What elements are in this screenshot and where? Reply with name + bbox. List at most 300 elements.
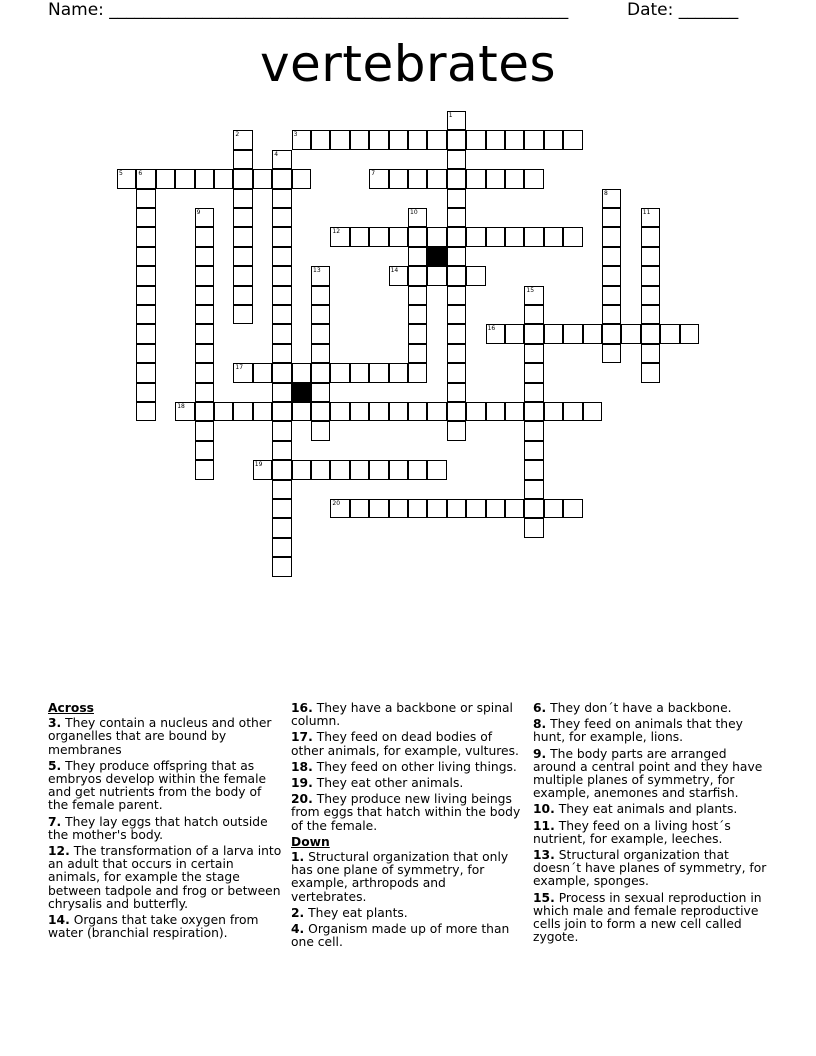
grid-cell[interactable] bbox=[369, 227, 388, 246]
grid-cell[interactable] bbox=[447, 266, 466, 285]
grid-cell[interactable] bbox=[563, 402, 582, 421]
grid-cell[interactable] bbox=[447, 286, 466, 305]
clue-text: They produce offspring that as embryos develop within the female and get nutrients from the body of the female parent. bbox=[48, 758, 267, 813]
name-field-label[interactable]: Name: ______________________________________________________ bbox=[48, 0, 569, 20]
grid-cell[interactable] bbox=[389, 169, 408, 188]
grid-cell[interactable] bbox=[505, 324, 524, 343]
grid-cell[interactable] bbox=[233, 130, 252, 149]
clue-number-label: 4. bbox=[291, 922, 305, 937]
grid-cell[interactable] bbox=[369, 130, 388, 149]
clue-number-label: 14. bbox=[48, 913, 70, 928]
grid-cell[interactable] bbox=[544, 499, 563, 518]
grid-cell[interactable] bbox=[641, 208, 660, 227]
clue-number-label: 17. bbox=[291, 730, 313, 745]
grid-cell[interactable] bbox=[233, 189, 252, 208]
clue-number-label: 8. bbox=[533, 717, 547, 732]
clue-text: They eat animals and plants. bbox=[554, 802, 738, 817]
grid-cell[interactable] bbox=[272, 266, 291, 285]
clue-item bbox=[291, 702, 523, 728]
grid-cell[interactable] bbox=[350, 402, 369, 421]
grid-cell[interactable] bbox=[311, 383, 330, 402]
grid-cell[interactable] bbox=[408, 324, 427, 343]
grid-cell[interactable] bbox=[544, 402, 563, 421]
clue-item bbox=[48, 717, 284, 757]
clue-number-label: 3. bbox=[48, 716, 62, 731]
grid-cell[interactable] bbox=[272, 557, 291, 576]
grid-cell[interactable] bbox=[233, 305, 252, 324]
grid-cell[interactable] bbox=[447, 324, 466, 343]
clue-number: 10 bbox=[410, 209, 418, 216]
grid-cell[interactable] bbox=[350, 460, 369, 479]
grid-cell[interactable] bbox=[272, 441, 291, 460]
grid-cell[interactable] bbox=[136, 286, 155, 305]
clue-item bbox=[291, 851, 523, 904]
grid-cell[interactable] bbox=[330, 460, 349, 479]
grid-cell[interactable] bbox=[136, 344, 155, 363]
grid-cell[interactable] bbox=[602, 208, 621, 227]
clue-number: 17 bbox=[235, 364, 244, 372]
grid-cell[interactable] bbox=[117, 169, 136, 188]
header bbox=[48, 0, 748, 20]
grid-cell[interactable] bbox=[195, 247, 214, 266]
grid-cell[interactable] bbox=[195, 441, 214, 460]
grid-cell[interactable] bbox=[369, 363, 388, 382]
grid-cell[interactable] bbox=[544, 324, 563, 343]
grid-cell[interactable] bbox=[524, 460, 543, 479]
grid-cell[interactable] bbox=[524, 227, 543, 246]
grid-cell[interactable] bbox=[369, 169, 388, 188]
grid-cell[interactable] bbox=[466, 130, 485, 149]
grid-cell[interactable] bbox=[311, 421, 330, 440]
grid-cell[interactable] bbox=[272, 344, 291, 363]
grid-cell[interactable] bbox=[175, 402, 194, 421]
grid-cell[interactable] bbox=[272, 421, 291, 440]
grid-cell[interactable] bbox=[311, 266, 330, 285]
clue-number: 3 bbox=[293, 131, 298, 139]
grid-cell[interactable] bbox=[660, 324, 679, 343]
clue-number: 8 bbox=[604, 189, 608, 197]
grid-cell[interactable] bbox=[136, 169, 155, 188]
grid-cell[interactable] bbox=[272, 538, 291, 557]
grid-cell[interactable] bbox=[447, 111, 466, 130]
clue-number-label: 15. bbox=[533, 890, 555, 905]
grid-cell[interactable] bbox=[233, 227, 252, 246]
grid-cell[interactable] bbox=[136, 266, 155, 285]
grid-cell[interactable] bbox=[408, 208, 427, 227]
clue-item bbox=[533, 849, 769, 889]
grid-cell[interactable] bbox=[524, 480, 543, 499]
grid-cell[interactable] bbox=[253, 460, 272, 479]
grid-cell[interactable] bbox=[195, 227, 214, 246]
grid-cell[interactable] bbox=[408, 460, 427, 479]
clue-number-label: 9. bbox=[533, 746, 547, 761]
clue-number: 14 bbox=[390, 267, 399, 275]
grid-cell[interactable] bbox=[272, 150, 291, 169]
grid-cell[interactable] bbox=[408, 227, 427, 246]
grid-cell[interactable] bbox=[272, 499, 291, 518]
grid-cell[interactable] bbox=[524, 499, 543, 518]
grid-cell[interactable] bbox=[292, 130, 311, 149]
clue-number: 12 bbox=[332, 228, 341, 236]
clue-text: They don´t have a backbone. bbox=[546, 701, 732, 715]
grid-cell[interactable] bbox=[447, 499, 466, 518]
grid-cell[interactable] bbox=[447, 421, 466, 440]
grid-cell[interactable] bbox=[408, 169, 427, 188]
clue-number: 20 bbox=[332, 500, 341, 507]
clue-text: They feed on dead bodies of other animals, for example, vultures. bbox=[291, 730, 519, 758]
clue-number-label: 7. bbox=[48, 814, 62, 829]
clues-column-3 bbox=[533, 702, 769, 947]
grid-cell[interactable] bbox=[583, 402, 602, 421]
grid-cell[interactable] bbox=[195, 286, 214, 305]
clue-item bbox=[533, 718, 769, 744]
grid-cell[interactable] bbox=[505, 169, 524, 188]
grid-cell[interactable] bbox=[408, 286, 427, 305]
clue-number-label: 11. bbox=[533, 818, 555, 833]
clue-number-label: 5. bbox=[48, 758, 62, 773]
grid-cell[interactable] bbox=[524, 130, 543, 149]
grid-cell[interactable] bbox=[524, 402, 543, 421]
grid-cell[interactable] bbox=[486, 324, 505, 343]
grid-cell[interactable] bbox=[233, 247, 252, 266]
grid-cell[interactable] bbox=[408, 499, 427, 518]
grid-cell[interactable] bbox=[505, 130, 524, 149]
grid-cell[interactable] bbox=[602, 189, 621, 208]
grid-cell[interactable] bbox=[641, 305, 660, 324]
grid-cell[interactable] bbox=[195, 324, 214, 343]
clue-item bbox=[291, 923, 523, 949]
grid-cell[interactable] bbox=[292, 363, 311, 382]
grid-cell[interactable] bbox=[389, 227, 408, 246]
clue-text: The body parts are arranged around a central point and they have multiple planes of symmetry, for example, anemones and starfish. bbox=[533, 746, 763, 801]
grid-cell[interactable] bbox=[389, 499, 408, 518]
grid-cell[interactable] bbox=[563, 227, 582, 246]
grid-cell[interactable] bbox=[641, 344, 660, 363]
clue-item bbox=[533, 892, 769, 945]
grid-cell[interactable] bbox=[292, 169, 311, 188]
grid-cell[interactable] bbox=[486, 227, 505, 246]
grid-cell[interactable] bbox=[330, 227, 349, 246]
grid-cell[interactable] bbox=[524, 169, 543, 188]
clue-text: Organism made up of more than one cell. bbox=[291, 922, 510, 950]
grid-cell[interactable] bbox=[505, 499, 524, 518]
grid-cell[interactable] bbox=[311, 305, 330, 324]
grid-cell[interactable] bbox=[253, 169, 272, 188]
grid-cell[interactable] bbox=[408, 130, 427, 149]
grid-cell[interactable] bbox=[311, 344, 330, 363]
grid-cell[interactable] bbox=[272, 402, 291, 421]
grid-cell[interactable] bbox=[156, 169, 175, 188]
clue-number: 15 bbox=[526, 286, 535, 294]
grid-cell[interactable] bbox=[369, 402, 388, 421]
clue-text: They have a backbone or spinal column. bbox=[291, 701, 513, 729]
clue-text: They eat plants. bbox=[304, 905, 408, 920]
grid-cell[interactable] bbox=[641, 324, 660, 343]
grid-cell[interactable] bbox=[136, 208, 155, 227]
clue-item bbox=[48, 760, 284, 813]
grid-cell[interactable] bbox=[505, 402, 524, 421]
grid-cell[interactable] bbox=[311, 363, 330, 382]
clue-text: They produce new living beings from eggs that hatch within the body of the female. bbox=[291, 792, 521, 833]
grid-cell[interactable] bbox=[447, 402, 466, 421]
clue-text: They feed on a living host´s nutrient, for example, leeches. bbox=[533, 818, 731, 846]
grid-cell[interactable] bbox=[330, 363, 349, 382]
clue-number-label: 6. bbox=[533, 701, 547, 715]
grid-cell[interactable] bbox=[641, 247, 660, 266]
grid-cell[interactable] bbox=[524, 324, 543, 343]
clue-number: 5 bbox=[119, 170, 123, 178]
grid-cell[interactable] bbox=[272, 247, 291, 266]
clue-number: 19 bbox=[254, 461, 263, 469]
grid-cell[interactable] bbox=[447, 305, 466, 324]
grid-cell[interactable] bbox=[253, 363, 272, 382]
clue-item bbox=[533, 748, 769, 801]
grid-cell[interactable] bbox=[214, 169, 233, 188]
clue-number-label: 12. bbox=[48, 844, 70, 859]
grid-cell[interactable] bbox=[427, 169, 446, 188]
clue-number-label: 18. bbox=[291, 759, 313, 774]
grid-cell[interactable] bbox=[233, 169, 252, 188]
grid-cell[interactable] bbox=[524, 305, 543, 324]
grid-cell[interactable] bbox=[233, 150, 252, 169]
grid-cell[interactable] bbox=[136, 402, 155, 421]
grid-cell[interactable] bbox=[447, 227, 466, 246]
grid-cell[interactable] bbox=[136, 324, 155, 343]
clue-item bbox=[291, 777, 523, 790]
grid-cell[interactable] bbox=[311, 460, 330, 479]
grid-cell[interactable] bbox=[563, 324, 582, 343]
grid-cell[interactable] bbox=[136, 247, 155, 266]
grid-cell[interactable] bbox=[369, 460, 388, 479]
clue-section-heading: Down bbox=[291, 834, 330, 849]
grid-cell[interactable] bbox=[350, 227, 369, 246]
grid-cell[interactable] bbox=[330, 402, 349, 421]
grid-cell[interactable] bbox=[253, 402, 272, 421]
date-field-label[interactable]: Date: _______ bbox=[627, 0, 739, 20]
grid-cell[interactable] bbox=[447, 189, 466, 208]
grid-cell[interactable] bbox=[621, 324, 640, 343]
grid-cell[interactable] bbox=[272, 363, 291, 382]
grid-cell[interactable] bbox=[408, 344, 427, 363]
clue-number: 6 bbox=[138, 170, 143, 178]
grid-cell[interactable] bbox=[272, 305, 291, 324]
grid-cell[interactable] bbox=[602, 305, 621, 324]
grid-cell[interactable] bbox=[272, 286, 291, 305]
clue-number-label: 1. bbox=[291, 850, 305, 865]
grid-cell[interactable] bbox=[195, 421, 214, 440]
grid-cell[interactable] bbox=[641, 363, 660, 382]
grid-cell[interactable] bbox=[486, 130, 505, 149]
clue-item bbox=[48, 845, 284, 911]
clue-text: Organs that take oxygen from water (branchial respiration). bbox=[48, 913, 259, 941]
grid-cell[interactable] bbox=[195, 305, 214, 324]
grid-cell[interactable] bbox=[602, 266, 621, 285]
clue-number: 7 bbox=[371, 170, 376, 178]
grid-cell[interactable] bbox=[524, 363, 543, 382]
grid-cell[interactable] bbox=[408, 266, 427, 285]
grid-cell[interactable] bbox=[233, 363, 252, 382]
grid-cell[interactable] bbox=[272, 518, 291, 537]
grid-cell[interactable] bbox=[447, 247, 466, 266]
grid-cell[interactable] bbox=[136, 189, 155, 208]
clue-number: 16 bbox=[487, 325, 496, 333]
grid-cell[interactable] bbox=[233, 286, 252, 305]
grid-cell[interactable] bbox=[524, 421, 543, 440]
grid-cell[interactable] bbox=[175, 169, 194, 188]
grid-cell[interactable] bbox=[486, 169, 505, 188]
grid-cell[interactable] bbox=[195, 363, 214, 382]
grid-cell[interactable] bbox=[602, 324, 621, 343]
clue-item bbox=[291, 761, 523, 774]
grid-cell[interactable] bbox=[466, 169, 485, 188]
grid-cell[interactable] bbox=[350, 130, 369, 149]
grid-cell[interactable] bbox=[330, 499, 349, 518]
grid-cell[interactable] bbox=[389, 460, 408, 479]
clue-text: Structural organization that doesn´t have planes of symmetry, for example, sponges. bbox=[533, 848, 767, 889]
grid-cell[interactable] bbox=[272, 189, 291, 208]
grid-cell[interactable] bbox=[292, 402, 311, 421]
grid-cell[interactable] bbox=[136, 227, 155, 246]
grid-cell[interactable] bbox=[466, 266, 485, 285]
grid-cell[interactable] bbox=[447, 130, 466, 149]
clue-item bbox=[291, 907, 523, 920]
grid-cell[interactable] bbox=[136, 363, 155, 382]
grid-cell[interactable] bbox=[408, 305, 427, 324]
grid-cell[interactable] bbox=[272, 169, 291, 188]
grid-cell[interactable] bbox=[389, 402, 408, 421]
grid-cell[interactable] bbox=[524, 383, 543, 402]
grid-cell[interactable] bbox=[311, 130, 330, 149]
grid-cell[interactable] bbox=[427, 499, 446, 518]
grid-cell[interactable] bbox=[524, 518, 543, 537]
clue-text: Process in sexual reproduction in which male and female reproductive cells join to form a new cell called zygote. bbox=[533, 890, 762, 945]
grid-cell[interactable] bbox=[311, 324, 330, 343]
grid-cell[interactable] bbox=[389, 363, 408, 382]
clues-column-1 bbox=[48, 702, 284, 943]
puzzle-title: vertebrates bbox=[259, 35, 557, 93]
grid-cell[interactable] bbox=[233, 208, 252, 227]
grid-cell[interactable] bbox=[447, 363, 466, 382]
clue-item bbox=[291, 793, 523, 833]
grid-cell[interactable] bbox=[524, 344, 543, 363]
grid-cell[interactable] bbox=[641, 266, 660, 285]
grid-cell[interactable] bbox=[195, 460, 214, 479]
grid-cell[interactable] bbox=[427, 402, 446, 421]
clue-text: They feed on animals that they hunt, for example, lions. bbox=[533, 717, 743, 745]
grid-cell[interactable] bbox=[466, 402, 485, 421]
grid-cell[interactable] bbox=[641, 286, 660, 305]
clue-number: 18 bbox=[177, 403, 185, 410]
grid-cell[interactable] bbox=[195, 402, 214, 421]
clue-number: 2 bbox=[235, 131, 240, 139]
grid-cell[interactable] bbox=[427, 460, 446, 479]
grid-cell[interactable] bbox=[524, 286, 543, 305]
grid-cell[interactable] bbox=[272, 480, 291, 499]
clue-number-label: 16. bbox=[291, 701, 313, 715]
grid-cell[interactable] bbox=[350, 363, 369, 382]
grid-cell[interactable] bbox=[602, 286, 621, 305]
grid-cell[interactable] bbox=[447, 208, 466, 227]
clue-item bbox=[533, 702, 769, 715]
clues-column-2 bbox=[291, 702, 523, 952]
grid-cell[interactable] bbox=[272, 227, 291, 246]
grid-cell[interactable] bbox=[195, 266, 214, 285]
grid-cell[interactable] bbox=[214, 402, 233, 421]
grid-cell[interactable] bbox=[195, 169, 214, 188]
grid-cell[interactable] bbox=[233, 402, 252, 421]
grid-cell[interactable] bbox=[486, 499, 505, 518]
grid-cell[interactable] bbox=[563, 130, 582, 149]
grid-cell[interactable] bbox=[505, 227, 524, 246]
clue-number: 11 bbox=[642, 209, 651, 216]
clue-number: 13 bbox=[313, 267, 321, 275]
grid-cell[interactable] bbox=[602, 247, 621, 266]
clue-number: 1 bbox=[448, 112, 453, 119]
clue-number-label: 10. bbox=[533, 802, 555, 817]
grid-cell[interactable] bbox=[447, 150, 466, 169]
grid-cell[interactable] bbox=[136, 383, 155, 402]
grid-cell[interactable] bbox=[369, 499, 388, 518]
grid-cell[interactable] bbox=[680, 324, 699, 343]
grid-cell[interactable] bbox=[272, 383, 291, 402]
black-cell bbox=[427, 247, 446, 266]
clue-number-label: 13. bbox=[533, 848, 555, 863]
clue-text: They contain a nucleus and other organelles that are bound by membranes bbox=[48, 716, 272, 757]
grid-cell[interactable] bbox=[447, 383, 466, 402]
grid-cell[interactable] bbox=[602, 344, 621, 363]
grid-cell[interactable] bbox=[311, 286, 330, 305]
grid-cell[interactable] bbox=[292, 460, 311, 479]
clue-item bbox=[291, 731, 523, 757]
clue-text: They feed on other living things. bbox=[312, 759, 517, 774]
grid-cell[interactable] bbox=[447, 169, 466, 188]
grid-cell[interactable] bbox=[427, 266, 446, 285]
grid-cell[interactable] bbox=[408, 402, 427, 421]
grid-cell[interactable] bbox=[602, 227, 621, 246]
grid-cell[interactable] bbox=[563, 499, 582, 518]
clue-number: 9 bbox=[196, 209, 201, 216]
clue-text: They eat other animals. bbox=[312, 776, 464, 791]
grid-cell[interactable] bbox=[195, 208, 214, 227]
grid-cell[interactable] bbox=[583, 324, 602, 343]
grid-cell[interactable] bbox=[272, 460, 291, 479]
grid-cell[interactable] bbox=[311, 402, 330, 421]
grid-cell[interactable] bbox=[350, 499, 369, 518]
grid-cell[interactable] bbox=[330, 130, 349, 149]
grid-cell[interactable] bbox=[272, 208, 291, 227]
grid-cell[interactable] bbox=[195, 344, 214, 363]
grid-cell[interactable] bbox=[524, 441, 543, 460]
grid-cell[interactable] bbox=[233, 266, 252, 285]
grid-cell[interactable] bbox=[486, 402, 505, 421]
grid-cell[interactable] bbox=[389, 130, 408, 149]
grid-cell[interactable] bbox=[466, 227, 485, 246]
grid-cell[interactable] bbox=[447, 344, 466, 363]
grid-cell[interactable] bbox=[544, 130, 563, 149]
grid-cell[interactable] bbox=[272, 324, 291, 343]
grid-cell[interactable] bbox=[427, 130, 446, 149]
grid-cell[interactable] bbox=[389, 266, 408, 285]
grid-cell[interactable] bbox=[427, 227, 446, 246]
grid-cell[interactable] bbox=[408, 363, 427, 382]
clue-text: They lay eggs that hatch outside the mother's body. bbox=[48, 814, 268, 842]
grid-cell[interactable] bbox=[408, 247, 427, 266]
grid-cell[interactable] bbox=[641, 227, 660, 246]
grid-cell[interactable] bbox=[136, 305, 155, 324]
grid-cell[interactable] bbox=[195, 383, 214, 402]
grid-cell[interactable] bbox=[544, 227, 563, 246]
grid-cell[interactable] bbox=[466, 499, 485, 518]
